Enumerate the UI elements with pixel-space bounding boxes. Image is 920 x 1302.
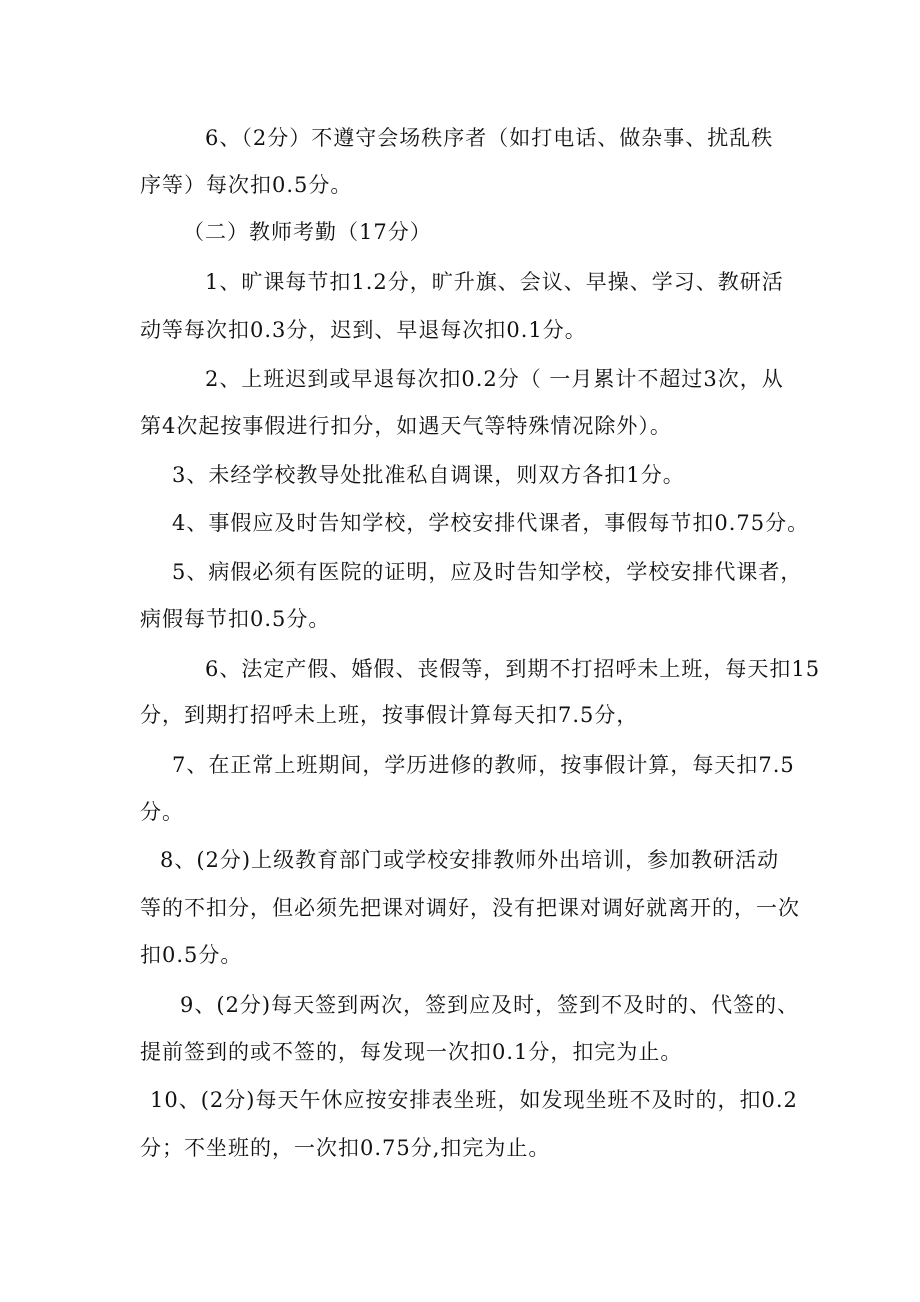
text-line: 序等）每次扣0.5分。 [140,173,353,197]
text-line: 分，到期打招呼未上班，按事假计算每天扣7.5分， [140,703,639,727]
section-heading: （二）教师考勤（17分） [183,220,432,244]
text-line: 动等每次扣0.3分，迟到、早退每次扣0.1分。 [140,318,587,342]
text-line: 6、（2分）不遵守会场秩序者（如打电话、做杂事、扰乱秩 [205,126,774,150]
text-line: 病假每节扣0.5分。 [140,607,331,631]
text-line: 3、未经学校教导处批准私自调课，则双方各扣1分。 [172,463,685,487]
text-line: 9、(2分)每天签到两次，签到应及时，签到不及时的、代签的、 [180,993,800,1017]
text-line: 分。 [140,800,184,824]
text-line: 1、旷课每节扣1.2分，旷升旗、会议、早操、学习、教研活 [205,270,784,294]
text-line: 第4次起按事假进行扣分，如遇天气等特殊情况除外）。 [140,414,672,438]
text-line: 5、病假必须有医院的证明，应及时告知学校，学校安排代课者， [172,560,803,584]
text-line: 10、(2分)每天午休应按安排表坐班，如发现坐班不及时的，扣0.2 [150,1088,798,1112]
text-line: 6、法定产假、婚假、丧假等，到期不打招呼未上班，每天扣15 [205,657,821,681]
text-line: 等的不扣分，但必须先把课对调好，没有把课对调好就离开的，一次 [140,896,800,920]
text-line: 扣0.5分。 [140,943,243,967]
text-line: 2、上班迟到或早退每次扣0.2分（ 一月累计不超过3次，从 [205,367,784,391]
text-line: 7、在正常上班期间，学历进修的教师，按事假计算，每天扣7.5 [172,753,795,777]
text-line: 提前签到的或不签的，每发现一次扣0.1分，扣完为止。 [140,1040,683,1064]
text-line: 分；不坐班的，一次扣0.75分,扣完为止。 [140,1136,551,1160]
text-line: 8、(2分)上级教育部门或学校安排教师外出培训，参加教研活动 [160,848,780,872]
text-line: 4、事假应及时告知学校，学校安排代课者，事假每节扣0.75分。 [172,511,810,535]
